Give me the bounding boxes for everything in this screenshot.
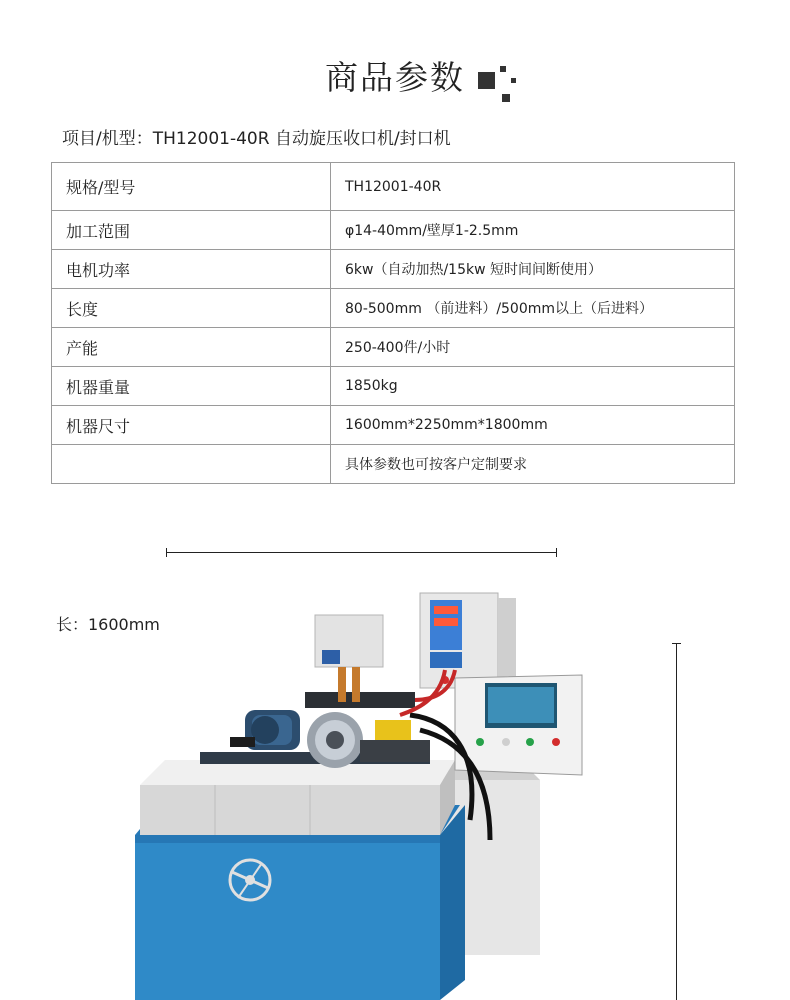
page-title-wrap: [0, 52, 790, 99]
spec-table: [51, 162, 735, 484]
spec-label: 长度: [52, 289, 331, 328]
spindle: [305, 692, 430, 768]
spec-label: 产能: [52, 328, 331, 367]
spec-label: 电机功率: [52, 250, 331, 289]
height-dimension-line: [676, 643, 677, 1000]
spec-label: [52, 445, 331, 484]
touch-panel: [455, 675, 582, 775]
length-label: 长：1600mm: [56, 615, 160, 634]
spec-value: 1850kg: [331, 367, 735, 406]
product-model-line: 项目/机型：TH12001-40R 自动旋压收口机/封口机: [62, 129, 451, 149]
table-row: [52, 367, 735, 406]
spec-value: 250-400件/小时: [331, 328, 735, 367]
title-decoration-icon: [478, 66, 518, 106]
table-row: [52, 211, 735, 250]
spec-value: TH12001-40R: [331, 163, 735, 211]
table-row: [52, 445, 735, 484]
table-row: [52, 250, 735, 289]
spec-value: 80-500mm （前进料）/500mm以上（后进料）: [331, 289, 735, 328]
spec-value: 具体参数也可按客户定制要求: [331, 445, 735, 484]
control-box: [420, 593, 516, 688]
top-housing: [140, 752, 455, 835]
spec-label: 规格/型号: [52, 163, 331, 211]
table-row: [52, 289, 735, 328]
width-dimension-line: [166, 552, 557, 553]
spec-label: 机器重量: [52, 367, 331, 406]
spec-value: 1600mm*2250mm*1800mm: [331, 406, 735, 445]
spec-value: 6kw（自动加热/15kw 短时间间断使用）: [331, 250, 735, 289]
spec-value: φ14-40mm/壁厚1-2.5mm: [331, 211, 735, 250]
heater-unit: [315, 615, 383, 702]
spec-label: 加工范围: [52, 211, 331, 250]
table-row: [52, 328, 735, 367]
table-row: [52, 163, 735, 211]
machine-image: [120, 580, 600, 1000]
spec-label: 机器尺寸: [52, 406, 331, 445]
table-row: [52, 406, 735, 445]
motor: [230, 710, 300, 750]
page-title: 商品参数: [325, 58, 465, 97]
